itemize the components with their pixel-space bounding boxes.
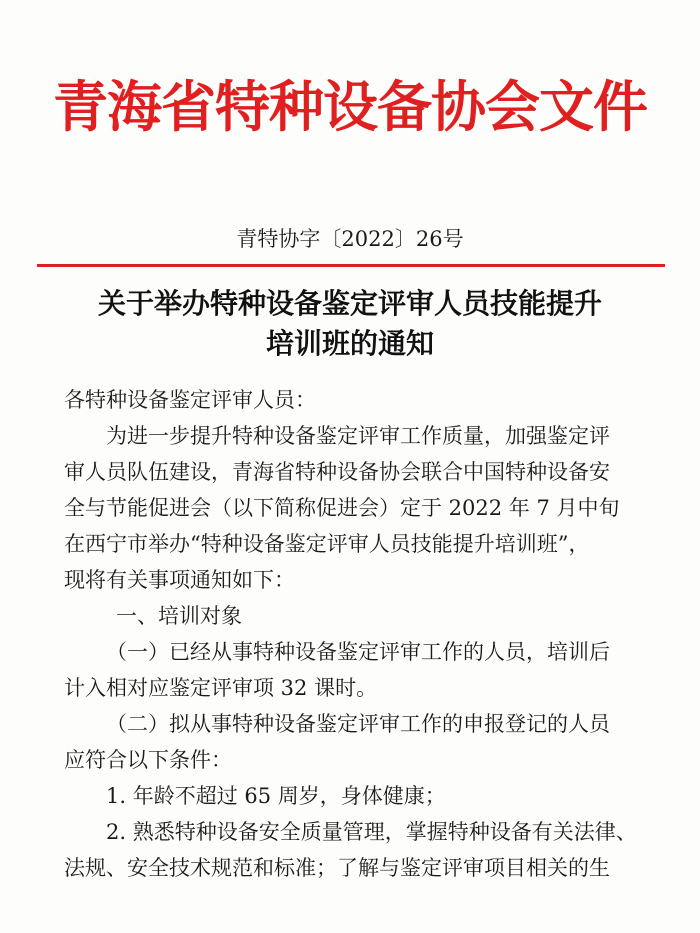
body-line: 计入相对应鉴定评审项 32 课时。 [64,676,378,700]
body-line: （二）拟从事特种设备鉴定评审工作的申报登记的人员 [106,712,610,736]
body-line: 法规、安全技术规范和标准；了解与鉴定评审项目相关的生 [64,856,610,880]
section-heading: 一、培训对象 [116,604,242,628]
body-line: 为进一步提升特种设备鉴定评审工作质量，加强鉴定评 [106,424,610,448]
body-line: 在西宁市举办“特种设备鉴定评审人员技能提升培训班”， [64,532,590,556]
body-line: （一）已经从事特种设备鉴定评审工作的人员，培训后 [106,640,610,664]
body-line: 审人员队伍建设，青海省特种设备协会联合中国特种设备安 [64,460,610,484]
notice-body [64,382,664,886]
body-line: 2. 熟悉特种设备安全质量管理，掌握特种设备有关法律、 [106,820,637,844]
body-line: 全与节能促进会（以下简称促进会）定于 2022 年 7 月中旬 [64,496,620,520]
salutation: 各特种设备鉴定评审人员： [64,388,316,412]
notice-title-line-1: 关于举办特种设备鉴定评审人员技能提升 [97,287,602,320]
body-line: 1. 年龄不超过 65 周岁，身体健康； [106,784,446,808]
red-divider-line [37,264,665,267]
body-line: 现将有关事项通知如下： [64,568,295,592]
document-number: 青特协字〔2022〕26号 [236,227,464,251]
body-line: 应符合以下条件： [64,748,232,772]
notice-title [20,284,680,364]
org-header-title: 青海省特种设备协会文件 [52,75,647,139]
notice-title-line-2: 培训班的通知 [265,327,434,360]
